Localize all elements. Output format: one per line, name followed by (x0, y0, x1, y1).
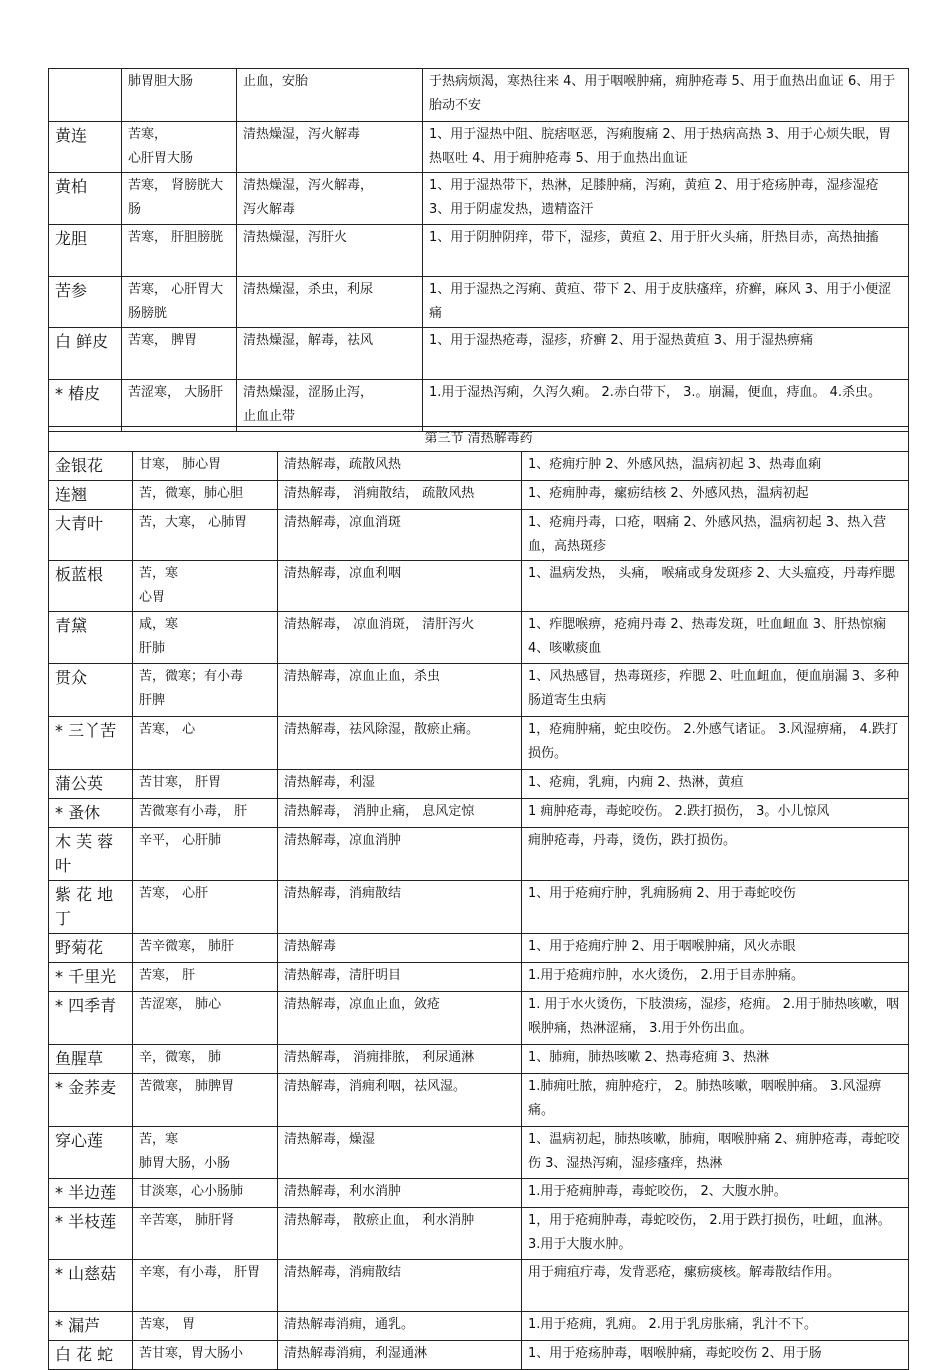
nature-meridian-cell: 苦寒， 脾胃 (122, 328, 237, 380)
indications-cell: 1、疮痈丹毒，口疮，咽痛 2、外感风热，温病初起 3、热入营血，高热斑疹 (522, 510, 909, 561)
indications-cell: 1、用于湿热之泻痢、黄疸、带下 2、用于皮肤瘙痒，疥癣，麻风 3、用于小便涩痛 (423, 277, 909, 328)
herb-name-cell: * 千里光 (49, 963, 133, 992)
section-header-row (49, 427, 909, 452)
table-row (49, 380, 909, 432)
herb-name-cell: * 山慈菇 (49, 1260, 133, 1312)
nature-meridian-cell: 苦甘寒， 肝胃 (133, 770, 278, 799)
indications-cell: 1.用于疮痈，乳痈。 2.用于乳房胀痛，乳汁不下。 (522, 1312, 909, 1341)
herb-name-cell: * 金荞麦 (49, 1074, 133, 1127)
efficacy-cell: 清热燥湿，涩肠止泻， 止血止带 (237, 380, 423, 432)
indications-cell: 1、疮痈疔肿 2、外感风热，温病初起 3、热毒血痢 (522, 452, 909, 481)
table-row (49, 828, 909, 881)
table-row (49, 452, 909, 481)
herb-name-cell: * 半枝莲 (49, 1208, 133, 1260)
indications-cell: 1、温病发热， 头痛， 喉痛或身发斑疹 2、大头瘟疫，丹毒痄腮 (522, 561, 909, 612)
nature-meridian-cell: 苦，寒 肺胃大肠，小肠 (133, 1127, 278, 1179)
efficacy-cell: 清热燥湿，泻火解毒， 泻火解毒 (237, 173, 423, 225)
indications-cell: 1、用于疮痈疔肿 2、用于咽喉肿痛，风火赤眼 (522, 934, 909, 963)
efficacy-cell: 清热解毒，利水消肿 (278, 1179, 522, 1208)
efficacy-cell: 清热燥湿，泻火解毒 (237, 122, 423, 173)
efficacy-cell: 清热解毒 (278, 934, 522, 963)
efficacy-cell: 清热解毒， 消肿止痛， 息风定惊 (278, 799, 522, 828)
indications-cell: 1、疮痈，乳痈，内痈 2、热淋，黄疸 (522, 770, 909, 799)
table-row (49, 481, 909, 510)
nature-meridian-cell: 苦，微寒，肺心胆 (133, 481, 278, 510)
efficacy-cell: 清热解毒，凉血消肿 (278, 828, 522, 881)
nature-meridian-cell: 苦寒， 肝胆膀胱 (122, 225, 237, 277)
table-row (49, 664, 909, 717)
efficacy-cell: 清热解毒，凉血止血，杀虫 (278, 664, 522, 717)
indications-cell: 1、用于疮疡肿毒，咽喉肿痛，毒蛇咬伤 2、用于肠 (522, 1341, 909, 1370)
table-row (49, 225, 909, 277)
herb-name-cell: 蒲公英 (49, 770, 133, 799)
table-row (49, 717, 909, 770)
nature-meridian-cell: 苦寒， 胃 (133, 1312, 278, 1341)
efficacy-cell: 清热燥湿，泻肝火 (237, 225, 423, 277)
efficacy-cell: 止血，安胎 (237, 69, 423, 122)
table-row (49, 881, 909, 934)
nature-meridian-cell: 苦辛微寒， 肺肝 (133, 934, 278, 963)
nature-meridian-cell: 苦寒， 肾膀胱大肠 (122, 173, 237, 225)
indications-cell: 1、用于阴肿阴痒，带下，湿疹，黄疸 2、用于肝火头痛，肝热目赤，高热抽搐 (423, 225, 909, 277)
indications-cell: 1. 用于水火烫伤，下肢溃疡，湿疹，疮痈。 2.用于肺热咳嗽，咽喉肿痛，热淋涩痛， 3.用于外伤出血。 (522, 992, 909, 1045)
nature-meridian-cell: 辛寒，有小毒， 肝胃 (133, 1260, 278, 1312)
nature-meridian-cell: 苦，寒 心胃 (133, 561, 278, 612)
efficacy-cell: 清热解毒， 消痈散结， 疏散风热 (278, 481, 522, 510)
table-row (49, 1260, 909, 1312)
nature-meridian-cell: 苦寒， 心肝胃大肠 (122, 122, 237, 173)
herb-name-cell: 青黛 (49, 612, 133, 664)
nature-meridian-cell: 苦，大寒， 心肺胃 (133, 510, 278, 561)
efficacy-cell: 清热燥湿，杀虫，利尿 (237, 277, 423, 328)
efficacy-cell: 清热解毒，凉血止血，敛疮 (278, 992, 522, 1045)
herb-name-cell: 连翘 (49, 481, 133, 510)
indications-cell: 1、疮痈肿毒，瘰疬结核 2、外感风热，温病初起 (522, 481, 909, 510)
herb-name-cell: 紫 花 地丁 (49, 881, 133, 934)
table-row (49, 277, 909, 328)
table-row (49, 328, 909, 380)
indications-cell: 于热病烦渴，寒热往来 4、用于咽喉肿痛，痈肿疮毒 5、用于血热出血证 6、用于胎动不安 (423, 69, 909, 122)
efficacy-cell: 清热解毒，利湿 (278, 770, 522, 799)
herb-name-cell: 穿心莲 (49, 1127, 133, 1179)
table-row (49, 1312, 909, 1341)
indications-cell: 1.用于湿热泻痢，久泻久痢。 2.赤白带下， 3.。崩漏，便血，痔血。 4.杀虫。 (423, 380, 909, 432)
indications-cell: 1、用于疮痈疔肿，乳痈肠痈 2、用于毒蛇咬伤 (522, 881, 909, 934)
nature-meridian-cell: 苦甘寒，胃大肠小 (133, 1341, 278, 1370)
efficacy-cell: 清热解毒，消痈利咽，祛风湿。 (278, 1074, 522, 1127)
table-row (49, 1045, 909, 1074)
efficacy-cell: 清热解毒，疏散风热 (278, 452, 522, 481)
nature-meridian-cell: 苦，微寒；有小毒 肝脾 (133, 664, 278, 717)
herb-table-clearing-heat-drying-dampness (48, 68, 909, 432)
herb-name-cell: 金银花 (49, 452, 133, 481)
herb-name-cell: 贯众 (49, 664, 133, 717)
efficacy-cell: 清热解毒，凉血利咽 (278, 561, 522, 612)
efficacy-cell: 清热解毒， 散瘀止血， 利水消肿 (278, 1208, 522, 1260)
nature-meridian-cell: 苦涩寒， 大肠肝 (122, 380, 237, 432)
nature-meridian-cell: 苦寒， 心肝胃大肠膀胱 (122, 277, 237, 328)
herb-name-cell: 鱼腥草 (49, 1045, 133, 1074)
indications-cell: 1.用于疮痈疖肿，水火烫伤， 2.用于目赤肿痛。 (522, 963, 909, 992)
nature-meridian-cell: 苦微寒有小毒， 肝 (133, 799, 278, 828)
herb-name-cell: 野菊花 (49, 934, 133, 963)
efficacy-cell: 清热解毒，祛风除湿，散瘀止痛。 (278, 717, 522, 770)
indications-cell: 1、用于湿热疮毒，湿疹，疥癣 2、用于湿热黄疸 3、用于湿热痹痛 (423, 328, 909, 380)
indications-cell: 1，用于疮痈肿毒，毒蛇咬伤， 2.用于跌打损伤，吐衄，血淋。 3.用于大腹水肿。 (522, 1208, 909, 1260)
nature-meridian-cell: 苦寒， 心 (133, 717, 278, 770)
efficacy-cell: 清热解毒消痈，通乳。 (278, 1312, 522, 1341)
herb-name-cell: 板蓝根 (49, 561, 133, 612)
indications-cell: 1、肺痈，肺热咳嗽 2、热毒疮痈 3、热淋 (522, 1045, 909, 1074)
table-row (49, 992, 909, 1045)
herb-name-cell: 黄连 (49, 122, 122, 173)
herb-name-cell: 白 鲜皮 (49, 328, 122, 380)
herb-name-cell: 苦参 (49, 277, 122, 328)
indications-cell: 1、痄腮喉痹，疮痈丹毒 2、热毒发斑，吐血衄血 3、肝热惊痫 4、咳嗽痰血 (522, 612, 909, 664)
table-row (49, 69, 909, 122)
herb-name-cell: 大青叶 (49, 510, 133, 561)
efficacy-cell: 清热解毒，凉血消斑 (278, 510, 522, 561)
table-row (49, 612, 909, 664)
herb-name-cell: * 漏芦 (49, 1312, 133, 1341)
herb-name-cell: 龙胆 (49, 225, 122, 277)
nature-meridian-cell: 苦涩寒， 肺心 (133, 992, 278, 1045)
indications-cell: 1、用于湿热中阻、脘痞呕恶，泻痢腹痛 2、用于热病高热 3、用于心烦失眠，胃热呕吐 4、用于痈肿疮毒 5、用于血热出血证 (423, 122, 909, 173)
indications-cell: 1.肺痈吐脓，痈肿疮疔， 2。肺热咳嗽，咽喉肿痛。 3.风湿痹痛。 (522, 1074, 909, 1127)
table-row (49, 1208, 909, 1260)
efficacy-cell: 清热解毒，燥湿 (278, 1127, 522, 1179)
table-row (49, 1074, 909, 1127)
nature-meridian-cell: 辛苦寒， 肺肝肾 (133, 1208, 278, 1260)
nature-meridian-cell: 咸，寒 肝肺 (133, 612, 278, 664)
nature-meridian-cell: 苦微寒， 肺脾胃 (133, 1074, 278, 1127)
table-row (49, 799, 909, 828)
herb-name-cell: * 蚤休 (49, 799, 133, 828)
herb-name-cell: 白 花 蛇 (49, 1341, 133, 1370)
efficacy-cell: 清热解毒消痈，利湿通淋 (278, 1341, 522, 1370)
table-row (49, 934, 909, 963)
indications-cell: 用于痈疽疔毒，发背恶疮，瘰疬痰核。解毒散结作用。 (522, 1260, 909, 1312)
table-row (49, 963, 909, 992)
indications-cell: 1、风热感冒，热毒斑疹，痄腮 2、吐血衄血，便血崩漏 3、多种肠道寄生虫病 (522, 664, 909, 717)
nature-meridian-cell: 苦寒， 肝 (133, 963, 278, 992)
section-title: 第三节 清热解毒药 (49, 427, 909, 452)
herb-name-cell (49, 69, 122, 122)
table-row (49, 173, 909, 225)
indications-cell: 1.用于疮痈肿毒，毒蛇咬伤， 2、大腹水肿。 (522, 1179, 909, 1208)
nature-meridian-cell: 苦寒， 心肝 (133, 881, 278, 934)
herb-table-clearing-heat-detoxifying (48, 426, 909, 1370)
efficacy-cell: 清热解毒，清肝明目 (278, 963, 522, 992)
table-row (49, 770, 909, 799)
herb-name-cell: * 四季青 (49, 992, 133, 1045)
efficacy-cell: 清热解毒，消痈散结 (278, 881, 522, 934)
nature-meridian-cell: 肺胃胆大肠 (122, 69, 237, 122)
table-row (49, 561, 909, 612)
efficacy-cell: 清热解毒， 消痈排脓， 利尿通淋 (278, 1045, 522, 1074)
herb-name-cell: * 半边莲 (49, 1179, 133, 1208)
efficacy-cell: 清热燥湿，解毒，祛风 (237, 328, 423, 380)
nature-meridian-cell: 甘寒， 肺心胃 (133, 452, 278, 481)
indications-cell: 1，疮痈肿痛，蛇虫咬伤。 2.外感气诸证。 3.风湿痹痛， 4.跌打损伤。 (522, 717, 909, 770)
nature-meridian-cell: 辛，微寒， 肺 (133, 1045, 278, 1074)
indications-cell: 1、温病初起，肺热咳嗽，肺痈，咽喉肿痛 2、痈肿疮毒，毒蛇咬伤 3、湿热泻痢，湿疹瘙痒，热淋 (522, 1127, 909, 1179)
nature-meridian-cell: 甘淡寒，心小肠肺 (133, 1179, 278, 1208)
indications-cell: 1 痈肿疮毒，毒蛇咬伤。 2.跌打损伤， 3。小儿惊风 (522, 799, 909, 828)
herb-name-cell: 黄柏 (49, 173, 122, 225)
indications-cell: 1、用于湿热带下，热淋，足膝肿痛，泻痢，黄疸 2、用于疮疡肿毒，湿疹湿疮 3、用于阴虚发热，遗精盗汗 (423, 173, 909, 225)
efficacy-cell: 清热解毒， 凉血消斑， 清肝泻火 (278, 612, 522, 664)
table-row (49, 1179, 909, 1208)
table-row (49, 510, 909, 561)
table-row (49, 122, 909, 173)
indications-cell: 痈肿疮毒，丹毒，烫伤，跌打损伤。 (522, 828, 909, 881)
herb-name-cell: * 椿皮 (49, 380, 122, 432)
table-row (49, 1127, 909, 1179)
herb-name-cell: 木 芙 蓉叶 (49, 828, 133, 881)
efficacy-cell: 清热解毒，消痈散结 (278, 1260, 522, 1312)
nature-meridian-cell: 辛平， 心肝肺 (133, 828, 278, 881)
herb-name-cell: * 三丫苦 (49, 717, 133, 770)
